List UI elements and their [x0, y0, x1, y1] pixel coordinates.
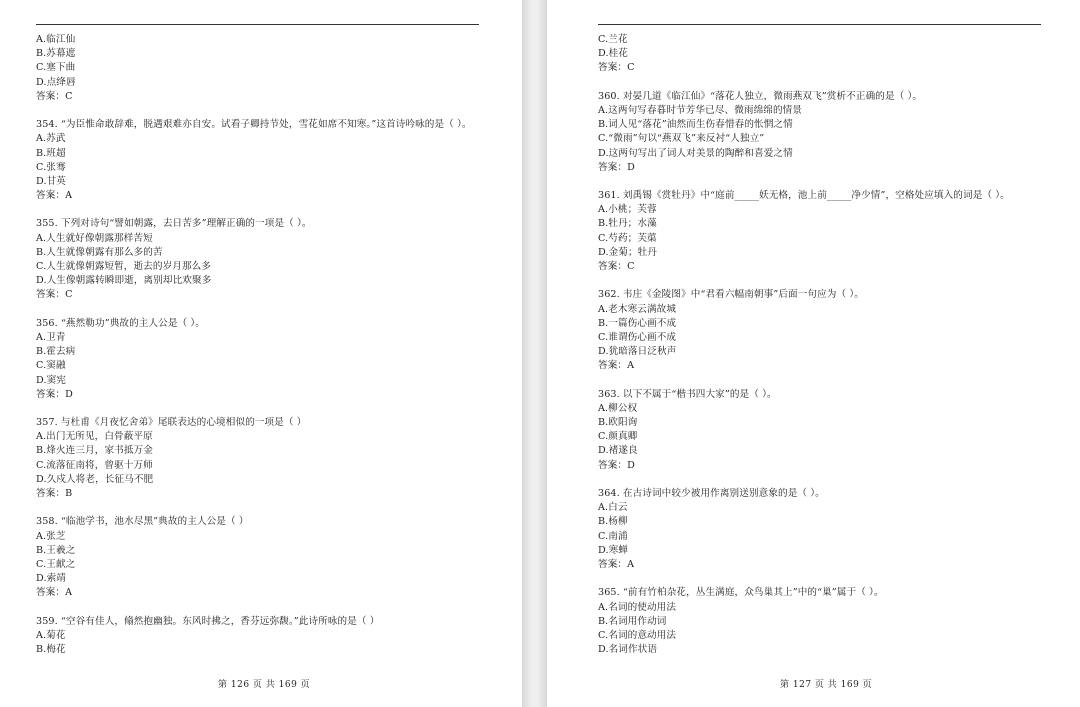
answer-option: B.词人见“落花”油然而生伤春惜春的怅惘之情 [598, 119, 793, 131]
question-stem: 364. 在古诗词中较少被用作离别送别意象的是（ ）。 [598, 488, 825, 499]
answer-option: A.老木寒云满故城 [598, 303, 677, 315]
answer-option: A.菊花 [36, 629, 66, 641]
answer-option: C.南浦 [598, 530, 628, 542]
answer-option: A.名词的使动用法 [598, 601, 677, 613]
answer-key: 答案：A [598, 360, 635, 372]
blank-line [36, 104, 516, 118]
answer-option: B.一篇伤心画不成 [598, 317, 677, 329]
answer-option: D.犹暗落日泛秋声 [598, 346, 677, 358]
answer-option: D.窦宪 [36, 374, 66, 386]
answer-option: C.张骞 [36, 161, 66, 173]
answer-option: D.桂花 [598, 48, 628, 60]
header-rule [36, 24, 479, 25]
answer-option: B.苏幕遮 [36, 48, 76, 60]
answer-option: A.卫青 [36, 331, 66, 343]
question-stem: 362. 韦庄《金陵图》中“君看六幅南朝事”后面一句应为（ ）。 [598, 289, 864, 301]
answer-option: B.牡丹；水藻 [598, 218, 657, 230]
blank-line [36, 402, 516, 416]
answer-option: C.颜真卿 [598, 431, 638, 443]
question-stem: 360. 对晏几道《临江仙》“落花人独立，微雨燕双飞”赏析不正确的是（ ）。 [598, 90, 923, 102]
answer-option: D.索靖 [36, 573, 66, 585]
answer-option: D.点绛唇 [36, 76, 76, 88]
answer-option: D.甘英 [36, 175, 66, 187]
answer-option: B.名词用作动词 [598, 615, 667, 627]
answer-option: A.人生就好像朝露那样苦短 [36, 232, 153, 244]
answer-option: A.临江仙 [36, 34, 76, 45]
answer-option: A.柳公权 [598, 402, 638, 414]
answer-key: 答案：D [598, 459, 635, 471]
answer-option: B.王羲之 [36, 544, 76, 556]
blank-line [36, 501, 516, 515]
answer-option: D.久戍人将老，长征马不肥 [36, 473, 154, 485]
answer-key: 答案：C [598, 261, 635, 272]
answer-option: A.苏武 [36, 133, 66, 145]
answer-option: D.人生像朝露转瞬即逝，离别却比欢聚多 [36, 275, 212, 287]
page-127 [547, 0, 1080, 707]
question-stem: 354. “为臣惟命敢辞难，脱遇艰难亦自安。试看子卿持节处，雪花如席不知寒。”这首诗吟咏的是（ ）。 [36, 119, 472, 131]
answer-key: 答案：D [36, 388, 73, 400]
answer-option: D.褚遂良 [598, 445, 638, 457]
answer-option: C.塞下曲 [36, 62, 76, 74]
header-rule [598, 24, 1041, 25]
answer-option: B.梅花 [36, 644, 66, 656]
blank-line [598, 374, 1068, 388]
answer-option: A.白云 [598, 502, 628, 514]
page-footer: 第 127 页 共 169 页 [780, 680, 873, 690]
answer-option: C.人生就像朝露短暂，逝去的岁月那么多 [36, 261, 212, 272]
answer-option: B.班超 [36, 147, 66, 159]
answer-option: C.王献之 [36, 558, 76, 570]
answer-key: 答案：B [36, 488, 73, 499]
answer-option: B.杨柳 [598, 516, 628, 528]
answer-option: B.人生就像朝露有那么多的苦 [36, 246, 163, 258]
answer-option: A.小桃；芙蓉 [598, 204, 657, 216]
answer-option: C.名词的意动用法 [598, 629, 677, 641]
page-gutter [522, 0, 547, 707]
blank-line [36, 203, 516, 217]
page-126 [0, 0, 522, 707]
answer-key: 答案：A [598, 558, 635, 570]
blank-line [598, 572, 1068, 586]
blank-line [598, 473, 1068, 487]
page-footer: 第 126 页 共 169 页 [218, 680, 311, 690]
answer-key: 答案：A [36, 587, 73, 599]
answer-option: B.霍去病 [36, 346, 76, 358]
answer-option: C.流落征南将，曾驱十万师 [36, 459, 153, 471]
blank-line [598, 175, 1068, 189]
answer-option: D.名词作状语 [598, 644, 658, 656]
answer-option: D.这两句写出了词人对美景的陶醉和喜爱之情 [598, 147, 793, 159]
question-stem: 356. “燕然勒功”典故的主人公是（ ）。 [36, 317, 205, 329]
answer-key: 答案：A [36, 190, 73, 202]
page-text [598, 33, 1068, 657]
blank-line [598, 76, 1068, 90]
blank-line [36, 601, 516, 615]
answer-key: 答案：C [598, 62, 635, 74]
answer-key: 答案：D [598, 161, 635, 173]
page-text [36, 33, 516, 657]
question-stem: 359. “空谷有佳人，翛然抱幽独。东风时拂之，香芬远弥馥。”此诗所咏的是（ ） [36, 615, 380, 627]
answer-option: A.这两句写春暮时节芳华已尽、微雨绵绵的情景 [598, 104, 803, 116]
answer-option: C.窦融 [36, 360, 66, 372]
answer-option: D.寒蝉 [598, 544, 628, 556]
question-stem: 361. 刘禹锡《赏牡丹》中“庭前_____妖无格，池上前_____净少情”，空格处应填入的词是（ ）。 [598, 190, 1010, 202]
blank-line [36, 303, 516, 317]
question-stem: 357. 与杜甫《月夜忆舍弟》尾联表达的心境相似的一项是（ ） [36, 417, 307, 429]
answer-option: C.芍药；芙蕖 [598, 232, 657, 244]
blank-line [598, 274, 1068, 288]
answer-option: C.“微雨”句以“燕双飞”来反衬“人独立” [598, 133, 765, 145]
answer-option: D.金菊；牡丹 [598, 246, 658, 258]
answer-option: C.谁谓伤心画不成 [598, 331, 677, 343]
answer-key: 答案：C [36, 289, 73, 301]
answer-option: A.张芝 [36, 530, 66, 542]
answer-key: 答案：C [36, 90, 73, 102]
answer-option: B.欧阳询 [598, 417, 638, 429]
question-stem: 365. “前有竹柏杂花，丛生满庭，众鸟巢其上”中的“巢”属于（ ）。 [598, 587, 884, 599]
answer-option: A.出门无所见，白骨蔽平原 [36, 431, 153, 443]
question-stem: 358. “临池学书，池水尽黑”典故的主人公是（ ） [36, 516, 249, 528]
question-stem: 363. 以下不属于“楷书四大家”的是（ ）。 [598, 388, 777, 400]
answer-option: B.烽火连三月，家书抵万金 [36, 445, 153, 457]
answer-option: C.兰花 [598, 34, 628, 45]
question-stem: 355. 下列对诗句“譬如朝露，去日苦多”理解正确的一项是（ ）。 [36, 218, 312, 230]
